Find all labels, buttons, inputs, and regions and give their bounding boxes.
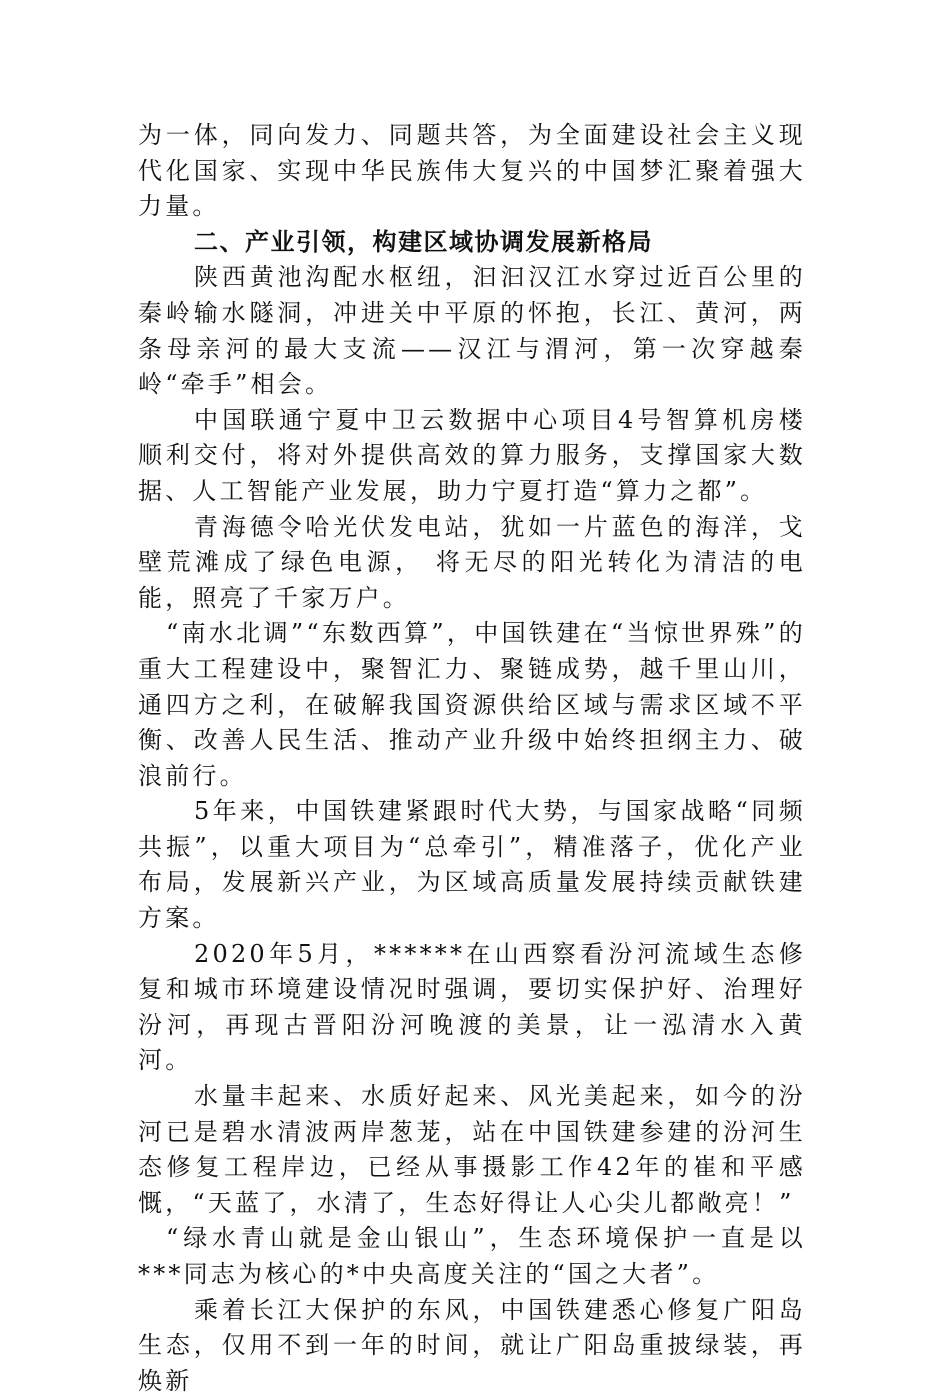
paragraph-1: 为一体，同向发力、同题共答，为全面建设社会主义现代化国家、实现中华民族伟大复兴的中国梦汇聚着强大力量。 [138,121,806,221]
document-body [138,118,806,1399]
paragraph-3: 中国联通宁夏中卫云数据中心项目4号智算机房楼顺利交付，将对外提供高效的算力服务，支撑国家大数据、人工智能产业发展，助力宁夏打造“算力之都”。 [138,405,806,505]
paragraph-7: 2020年5月，******在山西察看汾河流域生态修复和城市环境建设情况时强调，要切实保护好、治理好汾河，再现古晋阳汾河晚渡的美景，让一泓清水入黄河。 [138,939,806,1075]
paragraph-6: 5年来，中国铁建紧跟时代大势，与国家战略“同频共振”，以重大项目为“总牵引”，精准落子，优化产业布局，发展新兴产业，为区域高质量发展持续贡献铁建方案。 [138,797,806,933]
paragraph-4: 青海德令哈光伏发电站，犹如一片蓝色的海洋，戈壁荒滩成了绿色电源， 将无尽的阳光转化为清洁的电能，照亮了千家万户。 [138,512,806,612]
paragraph-8: 水量丰起来、水质好起来、风光美起来，如今的汾河已是碧水清波两岸葱茏，站在中国铁建参建的汾河生态修复工程岸边，已经从事摄影工作42年的崔和平感慨，“天蓝了，水清了，生态好得让人心尖儿都敞亮！” [138,1082,806,1217]
paragraph-10: 乘着长江大保护的东风，中国铁建悉心修复广阳岛生态，仅用不到一年的时间，就让广阳岛重披绿装，再焕新 [138,1295,806,1395]
paragraph-5: “南水北调”“东数西算”，中国铁建在“当惊世界殊”的重大工程建设中，聚智汇力、聚链成势，越千里山川，通四方之利，在破解我国资源供给区域与需求区域不平衡、改善人民生活、推动产业升级中始终担纲主力、破浪前行。 [138,619,806,790]
section-heading: 二、产业引领，构建区域协调发展新格局 [194,227,653,256]
paragraph-2: 陕西黄池沟配水枢纽，汩汩汉江水穿过近百公里的秦岭输水隧洞，冲进关中平原的怀抱，长江、黄河，两条母亲河的最大支流——汉江与渭河，第一次穿越秦岭“牵手”相会。 [138,263,806,399]
paragraph-9: “绿水青山就是金山银山”，生态环境保护一直是以***同志为核心的*中央高度关注的“国之大者”。 [138,1224,806,1288]
